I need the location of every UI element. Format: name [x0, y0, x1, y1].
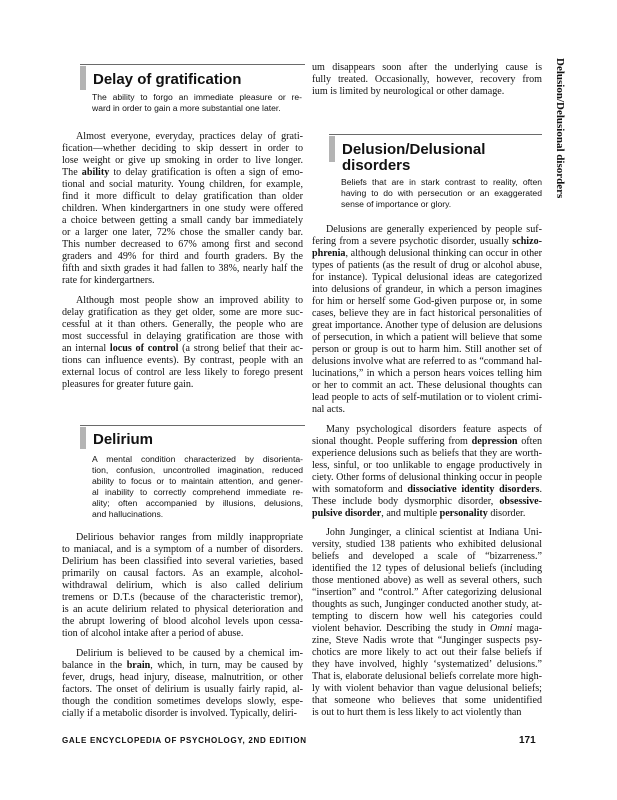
text-line: The ability to forgo an immediate pleasure or re- [92, 92, 302, 102]
bold-term: personality [439, 507, 488, 519]
entry-body [62, 532, 303, 720]
text-line: Beliefs that are in stark contrast to reality, often [341, 177, 542, 187]
entry-definition [92, 92, 302, 114]
text-line: Delusions are generally experienced by people suf- [326, 224, 542, 235]
text-line: a choice between getting a small candy bar immediately [62, 215, 303, 226]
entry-title [342, 142, 485, 174]
text-line: rate for kindergartners. [62, 275, 155, 286]
entry-title-line: Delusion/Delusional [342, 141, 486, 158]
text-line: Delirium is believed to be caused by a chemical im- [76, 647, 303, 659]
text-line: they have involved, highly ‘systematized’ delusions.” [312, 659, 542, 670]
text-line: Delirium has been classified into several varieties, based [62, 556, 303, 567]
text-line: person or group is out to harm him. Still another set of [312, 344, 542, 355]
text-line: delay gratification as they get older, some are more suc- [62, 306, 303, 318]
text-line: fully treated. Occasionally, however, recovery from [312, 74, 542, 85]
text-line: John Junginger, a clinical scientist at Indiana Uni- [326, 527, 542, 538]
entry-delirium-continuation [312, 62, 542, 98]
text-line: delusions involve what are referred to as “command hal- [312, 356, 542, 367]
section-marker-bar [80, 66, 86, 90]
bold-term: dissociative identity disorders [407, 483, 540, 495]
text-line: chotics are more likely to act out their false beliefs if [312, 647, 542, 658]
text-line: fifth and sixth grades it had fallen to 38%, nearly half the [62, 263, 303, 274]
text-run: These include body dysmorphic disorder, [312, 495, 500, 507]
text-line: thoughts as such, Junginger conducted another study, at- [312, 599, 542, 610]
text-line: or a larger one later, 72% chose the smaller candy bar. [62, 227, 303, 238]
bold-term: obsessive- [499, 495, 542, 507]
text-run: disorder. [487, 507, 526, 519]
entry-title: Delirium [93, 431, 154, 448]
text-line: though the condition sometimes develops slowly, espe- [62, 695, 303, 707]
text-line: external locus of control are less likely to forego present [62, 366, 303, 378]
entry-body [312, 224, 542, 719]
section-marker-bar [80, 427, 86, 449]
entry-definition [341, 177, 542, 210]
text-line: ciety. Other forms of delusional thinking occur in people [312, 471, 542, 483]
text-line: into delusions of grandeur, in which a person imagines [312, 284, 542, 295]
text-line: tion of alcohol intake after a period of abuse. [62, 628, 244, 639]
text-line: graders and 49% for third and fourth graders. By the [62, 251, 303, 262]
text-line [312, 484, 542, 496]
bold-term: ability [81, 167, 110, 178]
text-line: ly with violent behavior than vague delusional beliefs; [312, 683, 542, 694]
text-run: , and multiple [381, 507, 440, 519]
text-run: maga- [512, 623, 542, 634]
entry-title-line: disorders [342, 157, 411, 174]
text-line: Although most people show an improved ability to [76, 294, 303, 306]
text-run: sional thought. People suffering from [312, 435, 472, 447]
text-line: sense of importance or glory. [341, 199, 452, 209]
text-line: “insertion” and “control.” After categorizing delusional [312, 587, 542, 598]
text-line: tions can influence events). By contrast, people with an [62, 354, 303, 366]
text-line: ward in order to gain a more substantial one later. [92, 103, 281, 113]
text-line [312, 436, 542, 448]
text-line: is out to hurt them is less likely to act violently than [312, 707, 522, 718]
text-run: balance in the [62, 659, 127, 671]
text-line: versity, studied 138 patients who exhibited delusional [312, 539, 542, 550]
text-line: identified the 12 types of delusional beliefs (including [312, 563, 542, 574]
text-line: lose weight or give up smoking in order to live longer. [62, 155, 303, 166]
text-line: or her to commit an act. These delusional thoughts can [312, 380, 542, 391]
text-line: A mental condition characterized by disorienta- [92, 454, 303, 464]
text-line [312, 508, 542, 520]
entry-body [62, 131, 303, 391]
text-line: of persecution, in which a patient will believe that some [312, 332, 542, 343]
text-line: fever, drugs, head injury, disease, malnutrition, or other [62, 671, 303, 683]
text-line: and hallucinations. [92, 509, 164, 519]
paragraph [62, 532, 303, 640]
text-line: Many psychological disorders feature aspects of [326, 423, 542, 435]
text-line: cessful at it than others. Generally, the people who are [62, 318, 303, 330]
text-line: those mentioned above) as well as several others, such [312, 575, 542, 586]
text-line: tional and social maturity. Young children, for example, [62, 179, 303, 190]
text-line [62, 167, 303, 179]
text-line: tempting to discern how well his categories could [312, 611, 542, 622]
text-line: al inability to correctly comprehend immediate re- [92, 487, 303, 497]
text-line: for instance). Typical delusional ideas are categorized [312, 272, 542, 283]
paragraph [312, 224, 542, 416]
italic-text: Omni [489, 623, 513, 634]
text-run: often [517, 435, 542, 447]
text-line: for him or herself some God-given purpose or, in some [312, 296, 542, 307]
text-line: cially if a metabolic disorder is involved. Typically, deliri- [62, 707, 298, 719]
text-run: , although delusional thinking can occur in other [345, 248, 542, 259]
bold-term: brain [126, 659, 151, 671]
page-number: 171 [519, 735, 536, 746]
text-line: that someone who believes that some unidentified [312, 695, 542, 706]
text-run: to delay gratification is often a sign of emo- [109, 167, 303, 178]
footer-publication-title: GALE ENCYCLOPEDIA OF PSYCHOLOGY, 2ND EDITION [62, 736, 307, 745]
text-line: fication—whether deciding to skip dessert in order to [62, 143, 303, 154]
text-line: most successful in delaying gratification are those with [62, 330, 303, 342]
text-line: primarily on causal factors. As an example, alcohol- [62, 568, 303, 579]
text-run: , which, in turn, may be caused by [150, 659, 303, 671]
text-run: violent behavior. Describing the study in [312, 623, 490, 634]
text-line: is an acute delirium related to physical deterioration and [62, 604, 303, 615]
text-line: beliefs and developed a scale of “bizarreness.” [312, 551, 542, 562]
bold-term: pulsive disorder [312, 507, 382, 519]
text-line: That is, elaborate delusional beliefs correlate more high- [312, 671, 542, 682]
text-line: ality; often accompanied by illusions, delusions, [92, 498, 303, 508]
text-run: The [62, 167, 82, 178]
text-line: Almost everyone, everyday, practices delay of grati- [76, 131, 303, 142]
bold-term: locus of control [109, 342, 179, 354]
text-line: factors. The onset of delirium is usually fairly rapid, al- [62, 683, 303, 695]
text-line: tremens or D.T.s (because of the characteristic tremor), [62, 592, 303, 603]
section-rule [80, 64, 305, 65]
text-line: withdrawal delirium, which is also called delirium [62, 580, 303, 591]
text-line: nal acts. [312, 404, 346, 415]
paragraph [312, 527, 542, 719]
bold-term: schizo- [512, 236, 542, 247]
text-line: cases, believe they are in fact historical personalities of [312, 308, 542, 319]
text-line: types of patients (as the result of drug or alcohol abuse, [312, 260, 542, 271]
text-line: zine, Steve Nadis wrote that “Junginger suspects psy- [312, 635, 542, 646]
entry-title: Delay of gratification [93, 71, 242, 88]
running-head: Delusion/Delusional disorders [554, 58, 566, 199]
text-line: having to do with persecution or an exaggerated [341, 188, 542, 198]
paragraph [62, 648, 303, 720]
text-run: . [539, 483, 542, 495]
section-rule [80, 425, 305, 426]
text-line: the abrupt lowering of blood alcohol levels upon cessa- [62, 616, 303, 627]
text-line [312, 623, 542, 635]
text-line: ability to focus or to maintain attention, and gener- [92, 476, 303, 486]
text-line: um disappears soon after the underlying cause is [312, 62, 542, 73]
text-line [312, 236, 542, 248]
paragraph [62, 131, 303, 287]
text-run: an internal [62, 342, 110, 354]
text-line: to maniacal, and is a symptom of a number of disorders. [62, 544, 303, 555]
text-line: ium is limited by neurological or other damage. [312, 86, 505, 97]
text-line: pleasures for greater future gain. [62, 378, 194, 390]
bold-term: depression [471, 435, 518, 447]
text-run: (a strong belief that their ac- [178, 342, 303, 354]
text-line: This number decreased to 67% among first and second [62, 239, 303, 250]
paragraph [62, 295, 303, 391]
text-line: Delirious behavior ranges from mildly inappropriate [76, 532, 303, 543]
text-line [62, 660, 303, 672]
text-run: with somatoform and [312, 483, 408, 495]
bold-term: phrenia [312, 248, 346, 259]
text-line [312, 496, 542, 508]
text-line: lead people to acts of self-mutilation or to violent crimi- [312, 392, 542, 403]
text-line: experience delusions such as beliefs that they are worth- [312, 447, 542, 459]
text-line [312, 248, 542, 260]
text-run: fering from a severe psychotic disorder, usually [312, 236, 513, 247]
paragraph [312, 424, 542, 520]
text-line: less, sinful, or too unlikable to engage productively in [312, 459, 542, 471]
section-marker-bar [329, 136, 335, 162]
text-line: find it more difficult to delay gratification than older [62, 191, 303, 202]
text-line: great importance. Another type of delusion are delusions [312, 320, 542, 331]
text-line: lucinations,” in which a person hears voices telling him [312, 368, 542, 379]
text-line: tion, confusion, uncontrolled imagination, reduced [92, 465, 303, 475]
text-line [62, 343, 303, 355]
section-rule [329, 134, 542, 135]
entry-definition [92, 454, 303, 520]
text-line: children. When kindergartners in one study were offered [62, 203, 303, 214]
